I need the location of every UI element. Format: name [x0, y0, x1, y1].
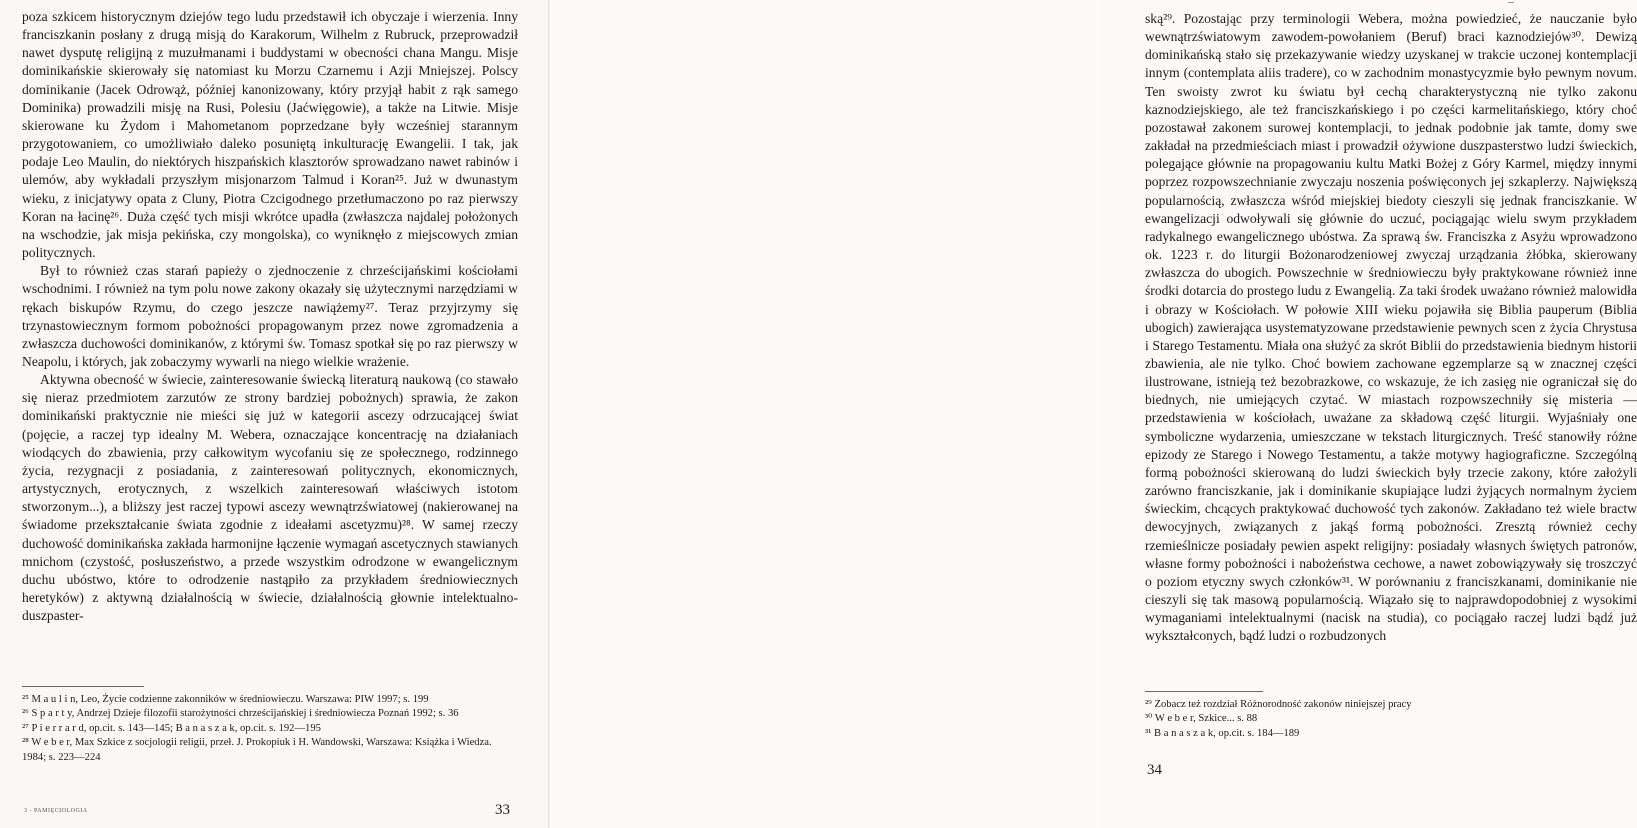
- footnote-divider: [1145, 691, 1263, 692]
- right-page-body: [1145, 10, 1637, 645]
- left-page-body: [22, 8, 518, 625]
- footnote-divider: [22, 686, 144, 687]
- paragraph: poza szkicem historycznym dziejów tego ludu przedstawił ich obyczaje i wierzenia. Inny franciszkanin posłany z drugą misją do Karakorum, Wilhelm z Rubruck, przeprowadził nawet dysputę religijną z muzułmanami i buddystami w obecności chana Mangu. Misje dominikańskie skierowały się natomiast ku Morzu Czarnemu i Azji Mniejszej. Polscy dominikanie (Jacek Odrowąż, później kanonizowany, który przyjął habit z rąk samego Dominika) prowadzili misję na Rusi, Polesiu (Jaćwięgowie), a także na Litwie. Misje skierowane ku Żydom i Mahometanom poprzedzane były wcześniej starannym przygotowaniem, co umożliwiało daleko posuniętą inkulturację Ewangelii. I tak, jak podaje Leo Maulin, do niektórych hiszpańskich klasztorów sprowadzano nawet rabinów i ulemów, aby wykładali przyszłym misjonarzom Talmud i Koran²⁵. Już w dwunastym wieku, z inicjatywy opata z Cluny, Piotra Czcigodnego przetłumaczono po raz pierwszy Koran na łacinę²⁶. Duża część tych misji wkrótce upadła (zwłaszcza najdalej położonych na wschodzie, jak misja pekińska, czy mongolska), co wyniknęło z miejscowych zmian politycznych.: [22, 9, 518, 261]
- paragraph: Był to również czas starań papieży o zjednoczenie z chrześcijańskimi kościołami wschodnimi. I również na tym polu nowe zakony okazały się użytecznymi narzędziami w rękach biskupów Rzymu, do czego jeszcze nawiążemy²⁷. Teraz przyjrzymy się trzynastowiecznym formom pobożności propagowanym przez nowe zgromadzenia a zwłaszcza duchowości dominikanów, z którymi św. Tomasz spotkał się po raz pierwszy w Neapolu, i których, jak zobaczymy wywarli na niego wielkie wrażenie.: [22, 263, 518, 369]
- left-page: [0, 0, 550, 828]
- footnote: ²⁸ W e b e r, Max Szkice z socjologii religii, przeł. J. Prokopiuk i H. Wandowski, Warszawa: Książka i Wiedza. 1984; s. 223—224: [22, 737, 492, 763]
- right-page: [550, 0, 1637, 828]
- paragraph: Aktywna obecność w świecie, zainteresowanie świecką literaturą naukową (co stawało się nieraz przedmiotem zarzutów ze strony bardziej pobożnych) sprawia, że zakon dominikański praktycznie nie mieści się już w kategorii ascezy odrzucającej świat (pojęcie, a raczej typ idealny M. Webera, oznaczające koncentrację na działaniach wiodących do zbawienia, przy całkowitym wycofaniu się ze społecznego, rodzinnego życia, rezygnacji z posiadania, z zainteresowań politycznych, ekonomicznych, artystycznych, erotycznych, z wszelkich zainteresowań właściwych istotom stworzonym...), a bliższy jest raczej typowi ascezy wewnątrzświatowej (nakierowanej na świadome przekształcanie świata zgodnie z ideałami ascetyzmu)²⁸. W samej rzeczy duchowość dominikańska zakłada harmonijne łączenie wymagań ascetycznych stawianych mnichom (czystość, posłuszeństwo, a przede wszystkim odrodzone w ewangelicznym duchu ubóstwo, które to odrodzenie nastąpiło za przykładem średniowiecznych heretyków) z aktywną działalnością w świecie, działalnością głownie intelektualno-duszpaster-: [22, 372, 518, 624]
- footnote: ²⁵ M a u l i n, Leo, Życie codzienne zakonników w średniowieczu. Warszawa: PIW 1997; s. 199: [22, 694, 429, 705]
- footnote: ³¹ B a n a s z a k, op.cit. s. 184—189: [1145, 727, 1300, 739]
- left-page-footnotes: [22, 693, 518, 765]
- running-footer: 3 - PAMIĘCIOLOGIA: [24, 808, 88, 814]
- margin-mark: [1508, 2, 1514, 3]
- page-number: 34: [1147, 762, 1162, 778]
- paragraph: ską²⁹. Pozostając przy terminologii Webera, można powiedzieć, że nauczanie było wewnątrzświatowym zawodem-powołaniem (Beruf) braci kaznodziejów³⁰. Dewizą dominikańską stało się przekazywanie wiedzy uzyskanej w trakcie uczonej kontemplacji innym (contemplata aliis tradere), co w zachodnim monastycyzmie było pewnym novum. Ten swoisty zwrot ku światu był cechą charakterystyczną nie tylko zakonu kaznodziejskiego, ale też franciszkańskiego i po części karmelitańskiego, który choć pozostawał zakonem surowej kontemplacji, to jednak podobnie jak tamte, domy swe zakładał na przedmieściach miast i prowadził ożywione duszpasterstwo ludzi świeckich, polegające głównie na propagowaniu kultu Matki Bożej z Góry Karmel, między innymi poprzez rozpowszechnianie zwyczaju noszenia poświęconych jej szkaplerzy. Największą popularnością, zwłaszcza wśród miejskiej biedoty cieszyli się jednak franciszkanie. W ewangelizacji odwoływali się głównie do uczuć, pociągając wielu swym przykładem radykalnego ewangelicznego ubóstwa. Za sprawą św. Franciszka z Asyżu wprowadzono ok. 1223 r. do liturgii Bożonarodzeniowej zwyczaj urządzania żłóbka, skierowany zwłaszcza do ubogich. Powszechnie w średniowieczu były praktykowane również inne środki dotarcia do prostego ludu z Ewangelią. Za taki środek uważano również malowidła i obrazy w Kościołach. W połowie XIII wieku pojawiła się Biblia pauperum (Biblia ubogich) zawierająca usystematyzowane przedstawienie pewnych scen z życia Chrystusa i Starego Testamentu. Miała ona służyć za skrót Biblii do przedstawienia biednym historii zbawienia, ale nie tylko. Choć bowiem zachowane egzemplarze są w znacznej części ilustrowane, istnieją też bezobrazkowe, co wskazuje, że ich zasięg nie ograniczał się do biednych, nie umiejących czytać. W miastach rozpowszechniły się misteria — przedstawienia w kościołach, uważane za składową część liturgii. Wyjaśniały one symboliczne wydarzenia, umieszczane w tekstach liturgicznych. Treść stanowiły różne epizody ze Starego i Nowego Testamentu, a także motywy hagiograficzne. Szczególną formą pobożności skierowaną do ludzi świeckich były trzecie zakony, które założyli zarówno franciszkanie, jak i dominikanie skupiające ludzi żyjących normalnym życiem świeckim, chcących praktykować duchowość tych zakonów. Zakładano też wiele bractw dewocyjnych, związanych z jakąś formą pobożności. Zresztą również cechy rzemieślnicze posiadały pewien aspekt religijny: posiadały własnych świętych patronów, własne formy pobożności i nabożeństwa cechowe, a nawet zobowiązywały się troszczyć o poziom etyczny swych członków³¹. W porównaniu z franciszkanami, dominikanie nie cieszyli się tak masową popularnością. Wiązało się to najprawdopodobniej z wysokimi wymaganiami intelektualnymi (nacisk na studia), co pociągało raczej ludzi bądź już wykształconych, bądź ludzi o rozbudzonych: [1145, 11, 1637, 644]
- footnote: ³⁰ W e b e r, Szkice... s. 88: [1145, 713, 1258, 725]
- footnote: ²⁶ S p a r t y, Andrzej Dzieje filozofii starożytności chrześcijańskiej i średniowiecza Poznań 1992; s. 36: [22, 708, 459, 720]
- footnote: ²⁹ Zobacz też rozdział Różnorodność zakonów niniejszej pracy: [1145, 699, 1412, 710]
- footnote: ²⁷ P i e r r a r d, op.cit. s. 143—145; B a n a s z a k, op.cit. s. 192—195: [22, 722, 321, 734]
- page-number: 33: [495, 802, 510, 818]
- right-page-footnotes: [1145, 698, 1625, 741]
